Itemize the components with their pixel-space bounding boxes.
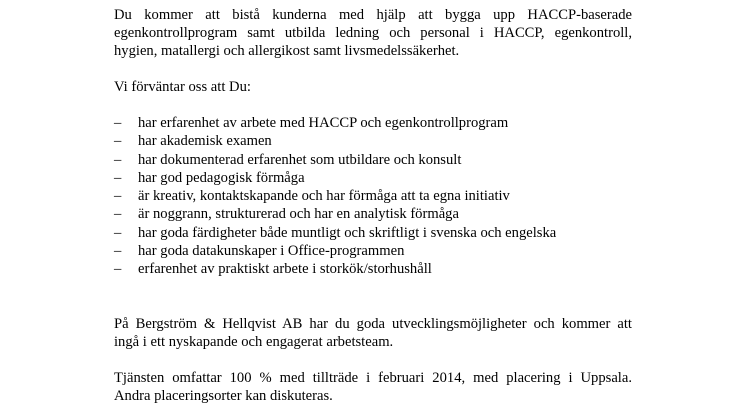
requirement-text: har erfarenhet av arbete med HACCP och egenkontrollprogram (138, 115, 509, 131)
expectations-heading: Vi förväntar oss att Du: (114, 79, 251, 95)
company-line: På Bergström & Hellqvist AB har du goda utvecklingsmöjligheter och kommer att (114, 315, 632, 332)
requirement-item (114, 151, 632, 169)
requirement-item (114, 205, 632, 223)
requirement-item (114, 242, 632, 260)
intro-line: Du kommer att bistå kunderna med hjälp att bygga upp HACCP-baserade (114, 7, 632, 23)
bullet-dash: – (114, 188, 122, 205)
bullet-dash: – (114, 169, 122, 186)
requirement-text: är kreativ, kontaktskapande och har förmåga att ta egna initiativ (138, 188, 510, 205)
intro-line: hygien, matallergi och allergikost samt livsmedelssäkerhet. (114, 43, 460, 59)
position-line: Tjänsten omfattar 100 % med tillträde i februari 2014, med placering i Uppsala. (114, 369, 632, 386)
requirements-list (114, 114, 632, 279)
requirement-text: erfarenhet av praktiskt arbete i storkök/storhushåll (138, 261, 432, 278)
company-paragraph (114, 315, 632, 351)
bullet-dash: – (114, 261, 122, 278)
requirement-text: har akademisk examen (138, 133, 272, 150)
requirement-item (114, 114, 632, 132)
bullet-dash: – (114, 224, 122, 241)
intro-line: egenkontrollprogram samt utbilda ledning och personal i HACCP, egenkontroll, (114, 25, 632, 41)
requirement-text: har goda färdigheter både muntligt och skriftligt i svenska och engelska (138, 224, 557, 241)
requirement-item (114, 224, 632, 242)
company-line: ingå i ett nyskapande och engagerat arbetsteam. (114, 333, 394, 350)
position-paragraph (114, 369, 632, 405)
bullet-dash: – (114, 133, 122, 150)
intro-paragraph (114, 6, 632, 60)
requirement-item (114, 132, 632, 150)
requirement-text: har goda datakunskaper i Office-programmen (138, 243, 405, 260)
position-line: Andra placeringsorter kan diskuteras. (114, 387, 333, 404)
document-page (114, 6, 632, 405)
requirement-text: har dokumenterad erfarenhet som utbildare och konsult (138, 151, 462, 168)
requirement-item (114, 260, 632, 278)
requirement-text: har god pedagogisk förmåga (138, 169, 305, 186)
requirement-item (114, 187, 632, 205)
requirement-item (114, 169, 632, 187)
bullet-dash: – (114, 151, 122, 168)
bullet-dash: – (114, 115, 122, 131)
requirement-text: är noggrann, strukturerad och har en analytisk förmåga (138, 206, 459, 223)
bullet-dash: – (114, 206, 122, 223)
bullet-dash: – (114, 243, 122, 260)
